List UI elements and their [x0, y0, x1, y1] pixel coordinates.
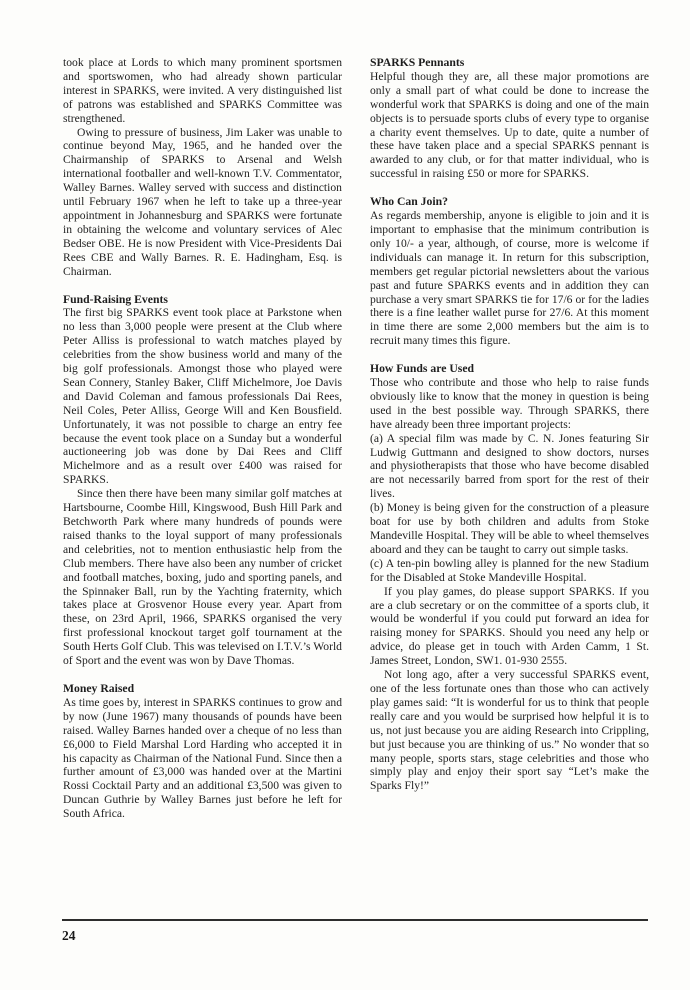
page-number: 24	[62, 928, 76, 943]
footer-rule	[62, 919, 648, 921]
paragraph: took place at Lords to which many prominent sportsmen and sportswomen, who had already shown particular interest in SPARKS, were invited. A very distinguished list of patrons was established and SPARKS Committee was strengthened.	[63, 56, 342, 125]
right-column	[370, 56, 649, 821]
two-column-text	[63, 56, 649, 821]
paragraph-item-a: (a) A special film was made by C. N. Jones featuring Sir Ludwig Guttmann and designed to show doctors, nurses and physiotherapists that those who have become disabled are not necessarily barred from sport for the rest of their lives.	[370, 431, 649, 501]
paragraph: If you play games, do please support SPARKS. If you are a club secretary or on the committee of a sports club, it would be wonderful if you could put forward an idea for raising money for SPARKS. Should you need any help or advice, do please get in touch with Arden Camm, 1 St. James Street, London, SW1. 01-930 2555.	[370, 584, 649, 668]
paragraph: Since then there have been many similar golf matches at Hartsbourne, Coombe Hill, Kingswood, Bush Hill Park and Betchworth Park where many hundreds of pounds were raised thanks to the loyal support of many professionals and celebrities, not to mention enthusiastic help from the Club members. There have also been any number of cricket and football matches, boxing, judo and sporting panels, and the Spinnaker Ball, run by the Yachting fraternity, which takes place at Grosvenor House every year. Apart from these, on 23rd April, 1966, SPARKS organised the very first professional knockout target golf tournament at the South Herts Golf Club. This was televised on I.T.V.’s World of Sport and the event was won by Dave Thomas.	[63, 487, 342, 668]
section-heading-sparks-pennants: SPARKS Pennants	[370, 56, 465, 69]
section-heading-who-can-join: Who Can Join?	[370, 195, 448, 209]
paragraph: The first big SPARKS event took place at Parkstone when no less than 3,000 people were present at the Club where Peter Alliss is professional to watch matches played by celebrities from the show business world and many of the big golf professionals. Amongst those who played were Sean Connery, Stanley Baker, Cliff Michelmore, Joe Davis and David Coleman and famous professionals Dai Rees, Neil Coles, Peter Alliss, George Will and Ken Bousfield. Unfortunately, it was not possible to charge an entry fee because the event took place on a Sunday but a wonderful auctioneering job was done by Dai Rees and Cliff Michelmore and as a result over £400 was raised for SPARKS.	[63, 306, 342, 487]
section-heading-how-funds-are-used: How Funds are Used	[370, 362, 475, 376]
paragraph: As time goes by, interest in SPARKS continues to grow and by now (June 1967) many thousands of pounds have been raised. Walley Barnes handed over a cheque of no less than £6,000 to Field Marshal Lord Harding who accepted it in his capacity as Chairman of the National Fund. Since then a further amount of £3,000 was handed over at the Martini Rossi Cocktail Party and an additional £3,500 was given to Duncan Guthrie by Walley Barnes just before he left for South Africa.	[63, 695, 342, 821]
paragraph-item-c: (c) A ten-pin bowling alley is planned for the new Stadium for the Disabled at Stoke Mandeville Hospital.	[370, 556, 649, 584]
section-heading-money-raised: Money Raised	[63, 681, 135, 695]
paragraph: As regards membership, anyone is eligible to join and it is important to emphasise that the minimum contribution is only 10/- a year, although, of course, more is welcome if individuals can manage it. In return for this subscription, members get regular pictorial newsletters about the various past and future SPARKS events and in addition they can purchase a very smart SPARKS tie for 17/6 or for the ladies there is a fine leather wallet purse for 27/6. At this moment in time there are some 2,000 members but the aim is to recruit many times this figure.	[370, 209, 649, 348]
paragraph: Owing to pressure of business, Jim Laker was unable to continue beyond May, 1965, and he handed over the Chairmanship of SPARKS to Arsenal and Welsh international footballer and well-known T.V. Commentator, Walley Barnes. Walley served with success and distinction until February 1967 when he left to take up a three-year appointment in Johannesburg and SPARKS were fortunate in obtaining the welcome and voluntary services of Alec Bedser OBE. He is now President with Vice-Presidents Dai Rees CBE and Wally Barnes. R. E. Hadingham, Esq. is Chairman.	[63, 125, 342, 278]
paragraph: Those who contribute and those who help to raise funds obviously like to know that the money in question is being used in the best possible way. Through SPARKS, there have already been three important projects:	[370, 376, 649, 431]
paragraph: Helpful though they are, all these major promotions are only a small part of what could be done to increase the wonderful work that SPARKS is doing and one of the main objects is to persuade sports clubs of every type to organise a charity event themselves. Up to date, quite a number of these have taken place and a special SPARKS pennant is awarded to any club, or for that matter individual, who is successful in raising £50 or more for SPARKS.	[370, 69, 649, 181]
paragraph-item-b: (b) Money is being given for the construction of a pleasure boat for use by both children and adults from Stoke Mandeville Hospital. They will be able to wheel themselves aboard and they can be taught to carry out simple tasks.	[370, 501, 649, 556]
section-heading-fund-raising-events: Fund-Raising Events	[63, 292, 168, 306]
left-column	[63, 56, 342, 821]
paragraph: Not long ago, after a very successful SPARKS event, one of the less fortunate ones than those who can actively play games said: “It is wonderful for us to think that people really care and you would be surprised how helpful it is to us, not just because you are aiding Research into Crippling, but just because you are thinking of us.” No wonder that so many people, sports stars, stage celebrities and those who simply play and enjoy their sport say “Let’s make the Sparks Fly!”	[370, 668, 649, 793]
